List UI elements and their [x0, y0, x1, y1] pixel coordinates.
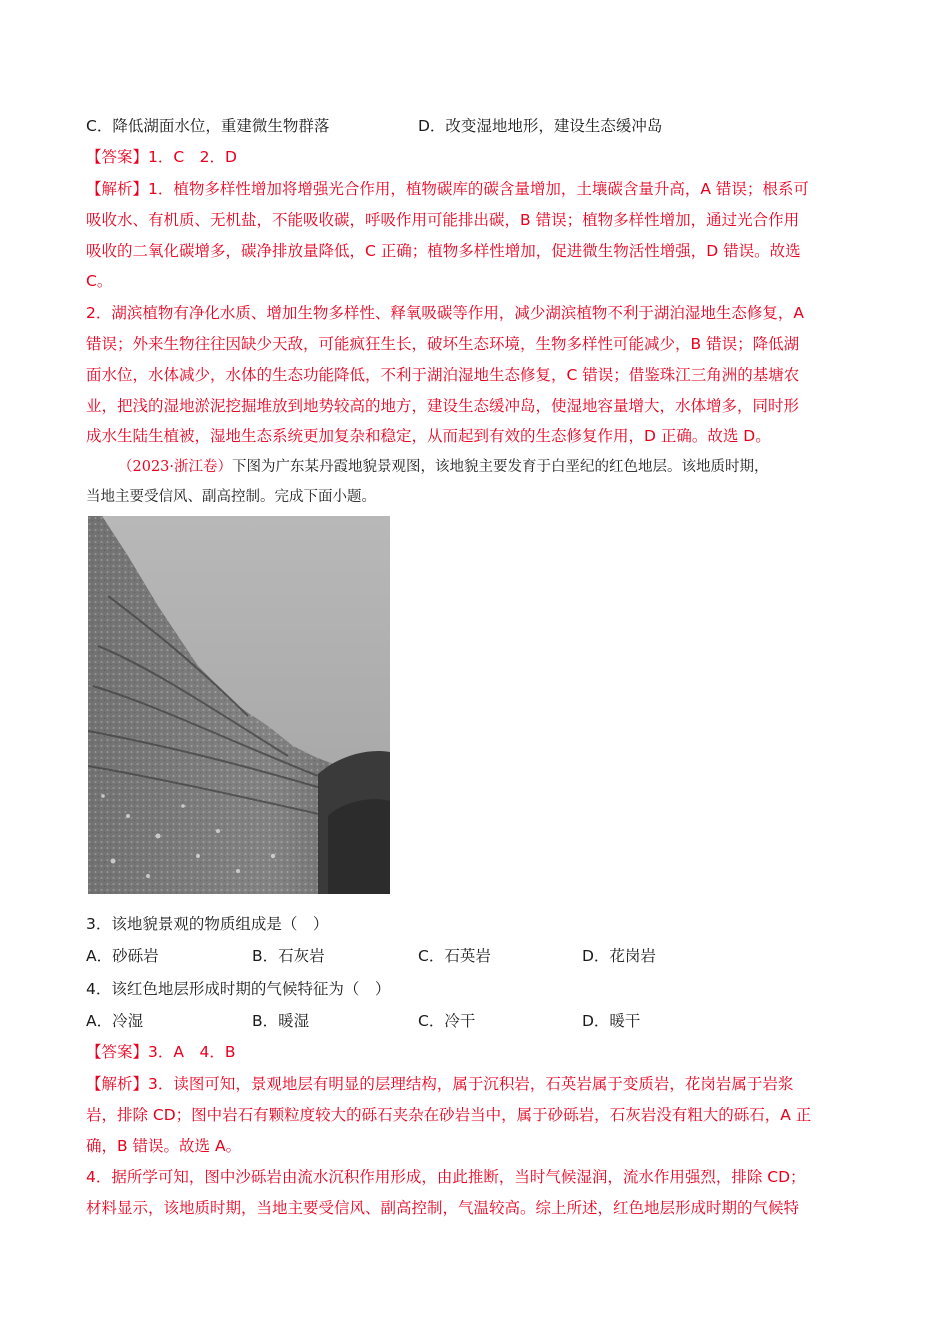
intro-text-2: 当地主要受信风、副高控制。完成下面小题。 [86, 489, 376, 505]
q3-option-d: D．花岗岩 [582, 947, 656, 965]
q4-option-b: B．暖湿 [252, 1012, 310, 1030]
question-4-stem: 4．该红色地层形成时期的气候特征为（ ） [86, 980, 391, 998]
question-3-stem: 3．该地貌景观的物质组成是（ ） [86, 915, 329, 933]
q4-option-c: C．冷干 [418, 1012, 476, 1030]
option-d-prev: D．改变湿地地形，建设生态缓冲岛 [418, 117, 663, 135]
analysis-line: 吸收的二氧化碳增多，碳净排放量降低，C 正确；植物多样性增加，促进微生物活性增强，D 错误。故选 [86, 242, 801, 260]
question-intro [118, 457, 769, 477]
analysis-line: 错误；外来生物往往因缺少天敌，可能疯狂生长，破坏生态环境，生物多样性可能减少，B 错误；降低湖 [86, 335, 800, 353]
q3-option-b: B．石灰岩 [252, 947, 325, 965]
analysis-line: 2．湖滨植物有净化水质、增加生物多样性、释氧吸碳等作用，减少湖滨植物不利于湖泊湿地生态修复，A [86, 304, 804, 322]
analysis-line: 面水位，水体减少，水体的生态功能降低，不利于湖泊湿地生态修复，C 错误；借鉴珠江三角洲的基塘农 [86, 366, 800, 384]
q3-option-c: C．石英岩 [418, 947, 491, 965]
analysis-line: 成水生陆生植被，湿地生态系统更加复杂和稳定，从而起到有效的生态修复作用，D 正确。故选 D。 [86, 427, 771, 445]
q4-option-a: A．冷湿 [86, 1012, 144, 1030]
analysis-line: 岩，排除 CD；图中岩石有颗粒度较大的砾石夹杂在砂岩当中，属于砂砾岩，石灰岩没有粗大的砾石，A 正 [86, 1106, 812, 1124]
analysis-line: 【解析】3．读图可知，景观地层有明显的层理结构，属于沉积岩，石英岩属于变质岩，花岗岩属于岩浆 [86, 1075, 794, 1093]
option-c-prev: C．降低湖面水位，重建微生物群落 [86, 117, 330, 135]
landscape-image [88, 516, 390, 894]
analysis-line: 【解析】1．植物多样性增加将增强光合作用，植物碳库的碳含量增加，土壤碳含量升高，A 错误；根系可 [86, 180, 809, 198]
analysis-line: C。 [86, 272, 113, 290]
answer-label-1: 【答案】1．C 2．D [86, 148, 237, 166]
q3-option-a: A．砂砾岩 [86, 947, 159, 965]
answer-label-2: 【答案】3．A 4．B [86, 1043, 236, 1061]
analysis-line: 吸收水、有机质、无机盐，不能吸收碳，呼吸作用可能排出碳，B 错误；植物多样性增加，通过光合作用 [86, 211, 800, 229]
q4-option-d: D．暖干 [582, 1012, 641, 1030]
question-source: （2023·浙江卷） [118, 459, 233, 475]
danxia-landform-photo [88, 516, 390, 894]
analysis-line: 4．据所学可知，图中沙砾岩由流水沉积作用形成，由此推断，当时气候湿润，流水作用强烈，排除 CD； [86, 1168, 806, 1186]
intro-text: 下图为广东某丹霞地貌景观图，该地貌主要发育于白垩纪的红色地层。该地质时期， [232, 459, 769, 475]
analysis-line: 业，把浅的湿地淤泥挖掘堆放到地势较高的地方，建设生态缓冲岛，使湿地容量增大，水体增多，同时形 [86, 397, 800, 415]
analysis-line: 材料显示，该地质时期，当地主要受信风、副高控制，气温较高。综上所述，红色地层形成时期的气候特 [86, 1199, 800, 1217]
analysis-line: 确，B 错误。故选 A。 [86, 1137, 242, 1155]
